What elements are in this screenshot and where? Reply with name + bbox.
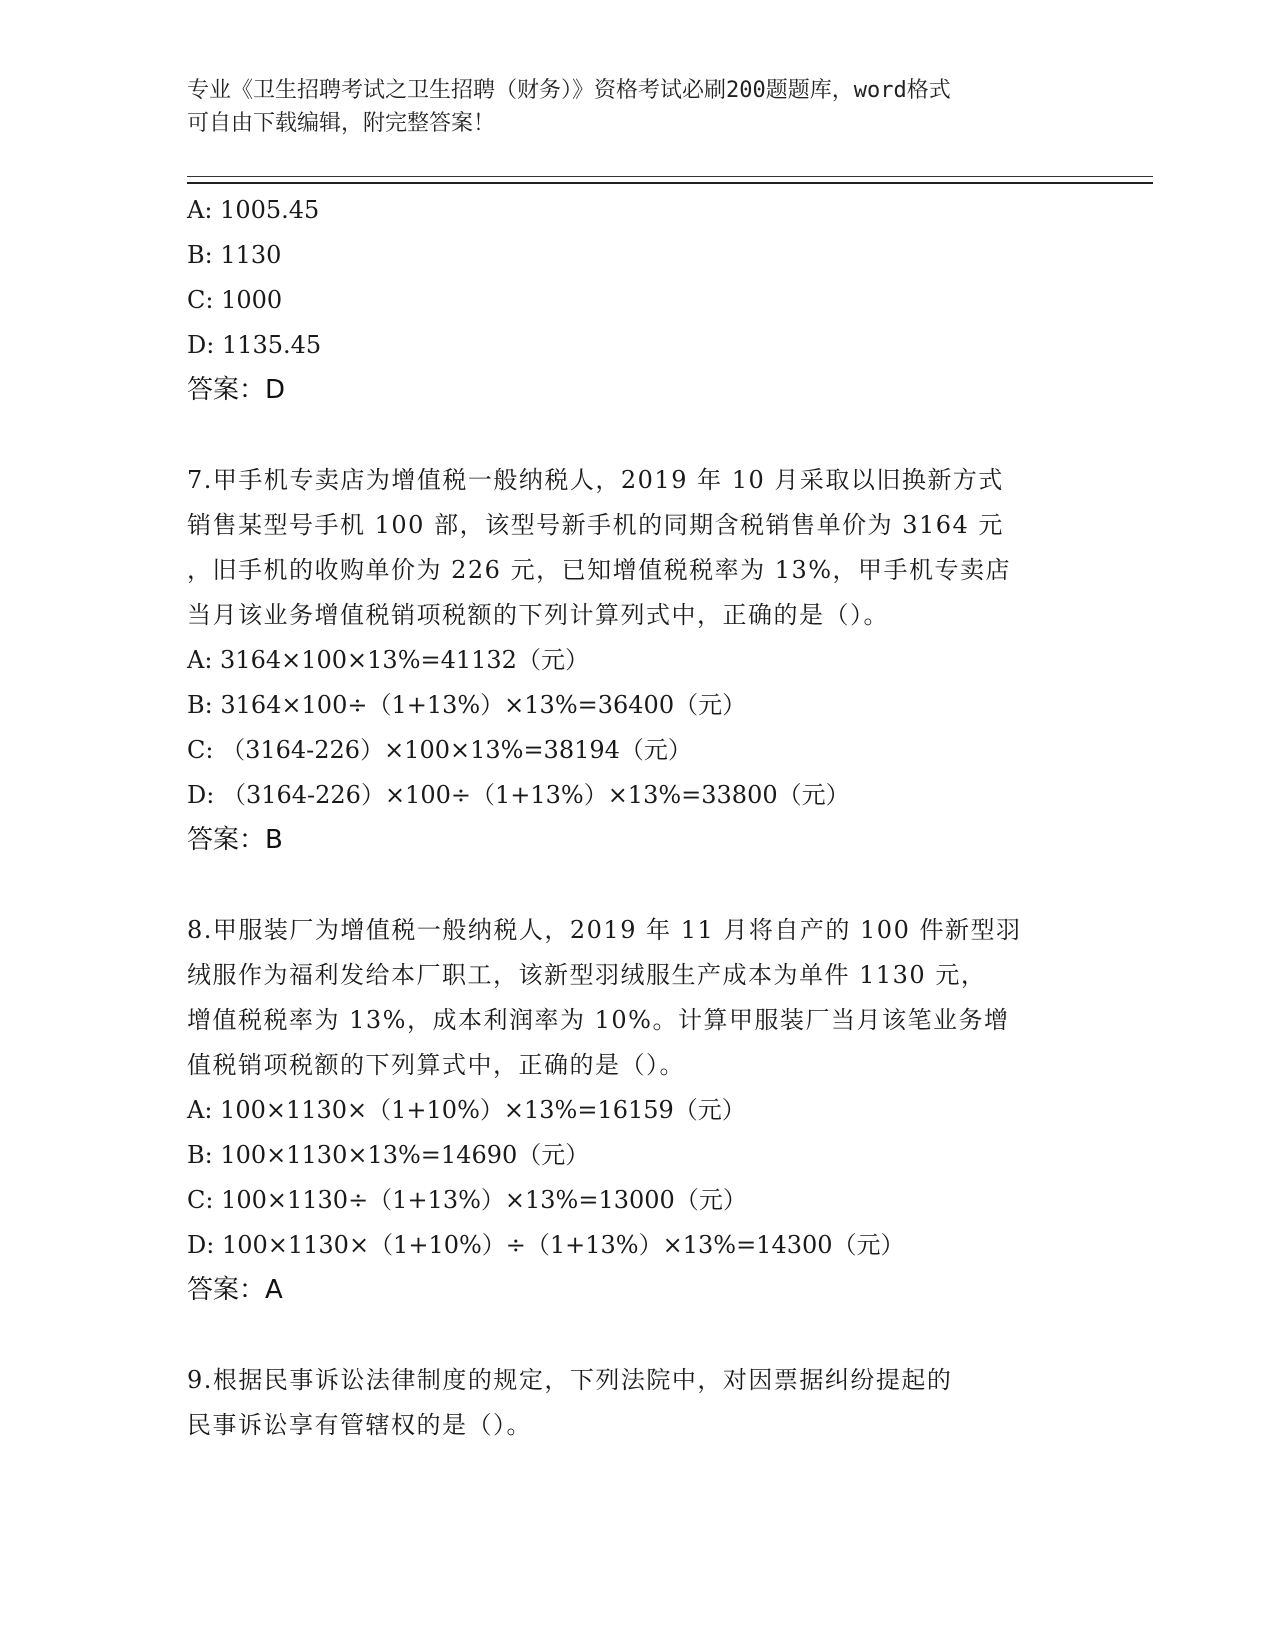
q8-answer: 答案：A (187, 1275, 283, 1305)
q8-option-d: D: 100×1130×（1+10%）÷（1+13%）×13%=14300（元） (187, 1231, 905, 1259)
q6-option-b: B: 1130 (187, 241, 282, 269)
q7-stem-line-4: 当月该业务增值税销项税额的下列计算列式中，正确的是（）。 (187, 601, 889, 629)
header-line-2: 可自由下载编辑，附完整答案！ (187, 111, 496, 136)
q7-option-a: A: 3164×100×13%=41132（元） (187, 646, 589, 674)
q9-stem-line-1: 9.根据民事诉讼法律制度的规定，下列法院中，对因票据纠纷提起的 (187, 1366, 953, 1394)
q8-stem-line-4: 值税销项税额的下列算式中，正确的是（）。 (187, 1051, 685, 1079)
q8-stem-line-1: 8.甲服装厂为增值税一般纳税人，2019 年 11 月将自产的 100 件新型羽 (187, 916, 1022, 944)
q6-answer: 答案：D (187, 375, 286, 405)
document-header (187, 74, 1087, 140)
header-divider-thick (187, 182, 1153, 184)
header-line-1: 专业《卫生招聘考试之卫生招聘（财务）》资格考试必刷200题题库，word格式 (187, 78, 951, 103)
q7-option-d: D: （3164-226）×100÷（1+13%）×13%=33800（元） (187, 781, 850, 809)
q8-option-c: C: 100×1130÷（1+13%）×13%=13000（元） (187, 1186, 747, 1214)
q9-stem-line-2: 民事诉讼享有管辖权的是（）。 (187, 1411, 532, 1439)
q6-option-a: A: 1005.45 (187, 196, 320, 224)
q7-stem-line-3: ，旧手机的收购单价为 226 元，已知增值税税率为 13%，甲手机专卖店 (187, 556, 1012, 584)
q6-option-c: C: 1000 (187, 286, 283, 314)
q8-option-a: A: 100×1130×（1+10%）×13%=16159（元） (187, 1096, 746, 1124)
q6-option-d: D: 1135.45 (187, 331, 322, 359)
q7-option-b: B: 3164×100÷（1+13%）×13%=36400（元） (187, 691, 747, 719)
header-divider-thin (187, 176, 1153, 177)
q7-stem-line-1: 7.甲手机专卖店为增值税一般纳税人，2019 年 10 月采取以旧换新方式 (187, 466, 1004, 494)
q8-stem-line-3: 增值税税率为 13%，成本利润率为 10%。计算甲服装厂当月该笔业务增 (187, 1006, 1010, 1034)
q7-answer: 答案：B (187, 825, 283, 855)
q7-option-c: C: （3164-226）×100×13%=38194（元） (187, 736, 692, 764)
q8-option-b: B: 100×1130×13%=14690（元） (187, 1141, 590, 1169)
q8-stem-line-2: 绒服作为福利发给本厂职工，该新型羽绒服生产成本为单件 1130 元， (187, 961, 987, 989)
q7-stem-line-2: 销售某型号手机 100 部，该型号新手机的同期含税销售单价为 3164 元 (187, 511, 1004, 539)
